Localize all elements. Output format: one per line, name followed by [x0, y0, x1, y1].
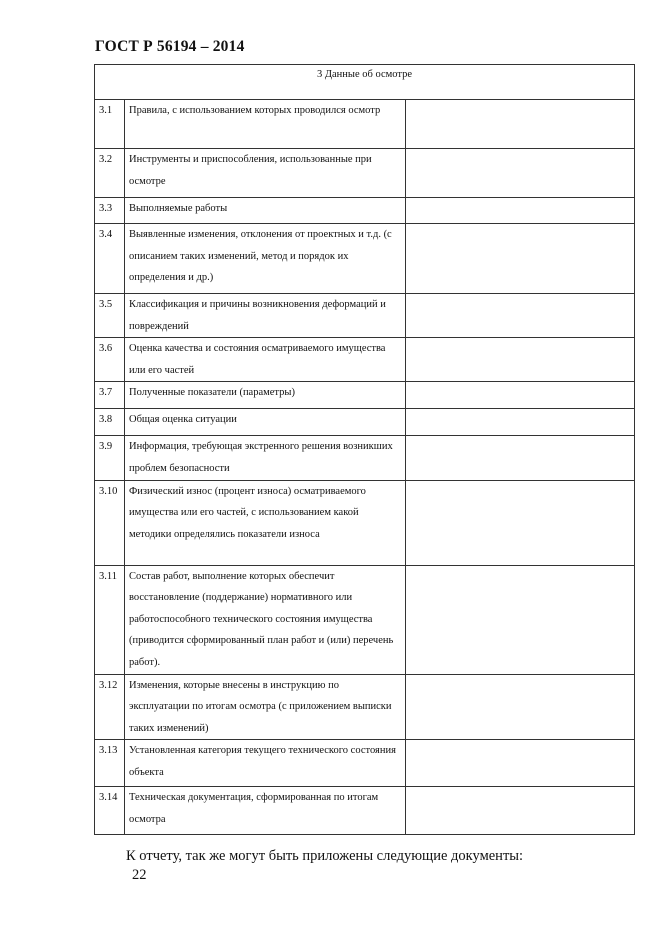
table-row — [95, 100, 635, 149]
row-value[interactable] — [406, 198, 635, 224]
document-header: ГОСТ Р 56194 – 2014 — [95, 38, 245, 55]
row-value[interactable] — [406, 787, 635, 835]
row-label: Классификация и причины возникновения деформаций и повреждений — [125, 294, 406, 338]
table-row — [95, 149, 635, 198]
row-label: Правила, с использованием которых проводился осмотр — [125, 100, 406, 149]
row-number: 3.11 — [95, 565, 125, 674]
section-title: 3 Данные об осмотре — [95, 65, 635, 100]
row-label: Общая оценка ситуации — [125, 409, 406, 436]
row-number: 3.12 — [95, 674, 125, 740]
row-value[interactable] — [406, 409, 635, 436]
row-label: Состав работ, выполнение которых обеспечит восстановление (поддержание) нормативного или работоспособного технического состояния имущества (приводится сформированный план работ и (или) перечень работ). — [125, 565, 406, 674]
table-row — [95, 480, 635, 565]
row-value[interactable] — [406, 480, 635, 565]
row-number: 3.14 — [95, 787, 125, 835]
table-row — [95, 436, 635, 480]
table-row — [95, 224, 635, 294]
section-title-row — [95, 65, 635, 100]
row-label: Информация, требующая экстренного решения возникших проблем безопасности — [125, 436, 406, 480]
table-row — [95, 294, 635, 338]
inspection-data-table — [94, 64, 635, 835]
table-row — [95, 740, 635, 787]
row-number: 3.8 — [95, 409, 125, 436]
row-label: Техническая документация, сформированная по итогам осмотра — [125, 787, 406, 835]
table-row — [95, 787, 635, 835]
table-row — [95, 674, 635, 740]
row-label: Изменения, которые внесены в инструкцию по эксплуатации по итогам осмотра (с приложением выписки таких изменений) — [125, 674, 406, 740]
row-number: 3.1 — [95, 100, 125, 149]
table-row — [95, 382, 635, 409]
table-row — [95, 338, 635, 382]
row-number: 3.10 — [95, 480, 125, 565]
row-value[interactable] — [406, 224, 635, 294]
row-label: Установленная категория текущего технического состояния объекта — [125, 740, 406, 787]
row-number: 3.2 — [95, 149, 125, 198]
row-label: Инструменты и приспособления, использованные при осмотре — [125, 149, 406, 198]
row-label: Физический износ (процент износа) осматриваемого имущества или его частей, с использованием какой методики определялись показатели износа — [125, 480, 406, 565]
row-value[interactable] — [406, 565, 635, 674]
page-number: 22 — [132, 867, 147, 883]
table-row — [95, 565, 635, 674]
row-number: 3.5 — [95, 294, 125, 338]
attachments-note: К отчету, так же могут быть приложены следующие документы: — [126, 848, 524, 864]
row-number: 3.7 — [95, 382, 125, 409]
table-row — [95, 409, 635, 436]
row-value[interactable] — [406, 100, 635, 149]
row-number: 3.4 — [95, 224, 125, 294]
row-value[interactable] — [406, 674, 635, 740]
row-value[interactable] — [406, 294, 635, 338]
row-value[interactable] — [406, 149, 635, 198]
row-value[interactable] — [406, 382, 635, 409]
row-label: Оценка качества и состояния осматриваемого имущества или его частей — [125, 338, 406, 382]
row-label: Выявленные изменения, отклонения от проектных и т.д. (с описанием таких изменений, метод и порядок их определения и др.) — [125, 224, 406, 294]
row-value[interactable] — [406, 740, 635, 787]
row-number: 3.6 — [95, 338, 125, 382]
table-row — [95, 198, 635, 224]
row-value[interactable] — [406, 338, 635, 382]
row-number: 3.3 — [95, 198, 125, 224]
row-label: Полученные показатели (параметры) — [125, 382, 406, 409]
row-number: 3.9 — [95, 436, 125, 480]
row-number: 3.13 — [95, 740, 125, 787]
row-label: Выполняемые работы — [125, 198, 406, 224]
row-value[interactable] — [406, 436, 635, 480]
